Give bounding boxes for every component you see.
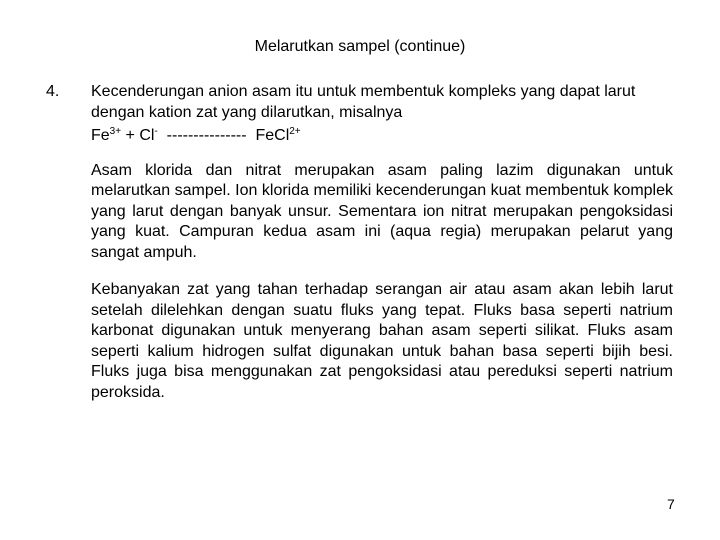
fluxes-paragraph: Kebanyakan zat yang tahan terhadap serangan air atau asam akan lebih larut setelah dilelehkan dengan suatu fluks yang tepat. Fluks basa seperti natrium karbonat digunakan untuk menyerang bahan asam seperti silikat. Fluks asam seperti kalium hidrogen sulfat digunakan untuk bahan basa seperti bijih besi. Fluks juga bisa menggunakan zat pengoksidasi atau pereduksi seperti natrium peroksida. xyxy=(91,281,673,401)
item-content xyxy=(91,82,673,403)
complex-product: FeCl xyxy=(255,127,290,144)
acids-paragraph: Asam klorida dan nitrat merupakan asam paling lazim digunakan untuk melarutkan sampel. Ion klorida memiliki kecenderungan kuat membentuk komplek yang larut dengan banyak unsur. Sementara ion nitrat merupakan pengoksidasi yang kuat. Campuran kedua asam ini (aqua regia) merupakan pelarut yang sangat ampuh. xyxy=(91,161,673,261)
chloride-symbol: + Cl xyxy=(121,127,155,144)
item-number: 4. xyxy=(46,83,60,100)
iron-charge: 3+ xyxy=(109,126,122,137)
chloride-charge: - xyxy=(154,126,158,137)
chemical-equation xyxy=(91,126,673,147)
complex-charge: 2+ xyxy=(289,126,301,137)
reaction-arrow: --------------- xyxy=(157,127,256,144)
page-number: 7 xyxy=(667,496,675,512)
iron-symbol: Fe xyxy=(91,127,110,144)
slide-title: Melarutkan sampel (continue) xyxy=(254,38,466,55)
intro-paragraph: Kecenderungan anion asam itu untuk membentuk kompleks yang dapat larut dengan kation zat yang dilarutkan, misalnya xyxy=(91,83,636,121)
